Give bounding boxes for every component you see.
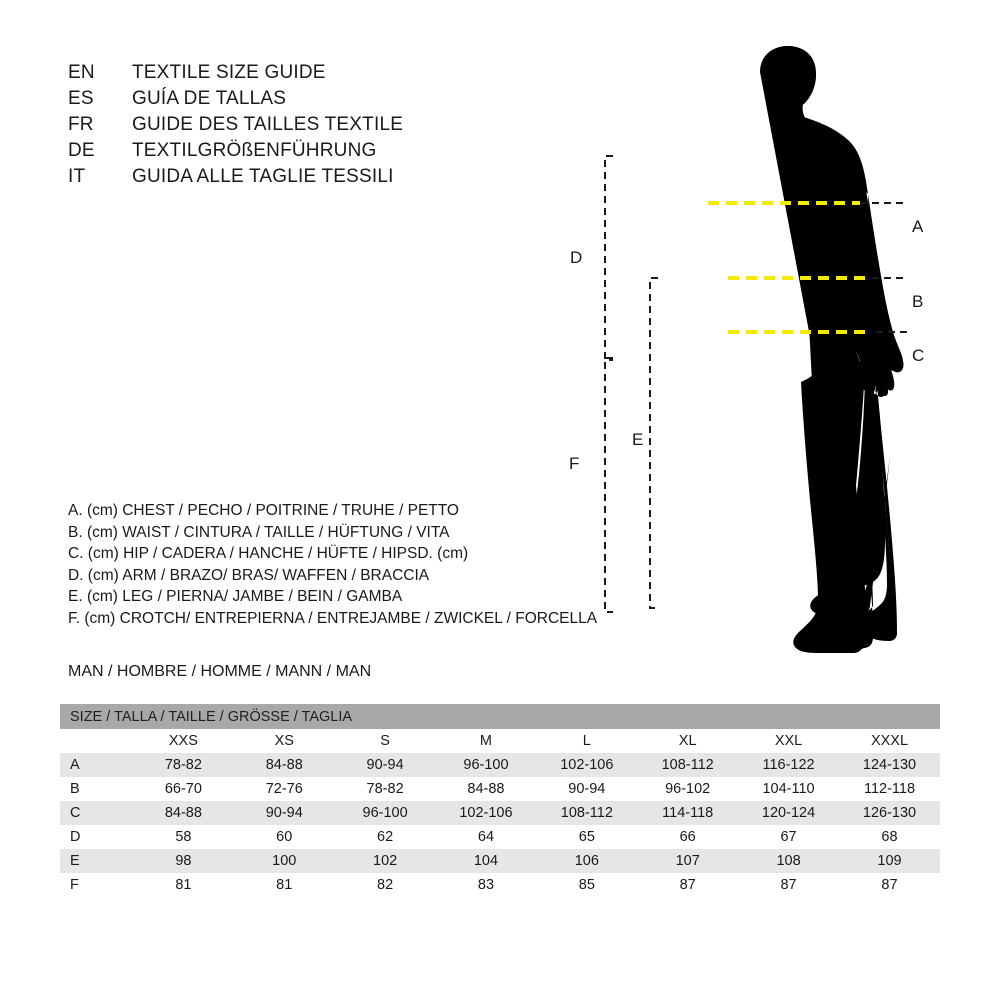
cell-f-l: 85 <box>536 873 637 897</box>
col-header-xl: XL <box>637 729 738 753</box>
cell-b-xl: 96-102 <box>637 777 738 801</box>
cell-f-xxxl: 87 <box>839 873 940 897</box>
table-row <box>60 873 940 897</box>
cell-f-xxl: 87 <box>738 873 839 897</box>
col-header-xxs: XXS <box>133 729 234 753</box>
cell-a-m: 96-100 <box>436 753 537 777</box>
cell-c-xl: 114-118 <box>637 801 738 825</box>
cell-a-xxl: 116-122 <box>738 753 839 777</box>
cell-c-xxxl: 126-130 <box>839 801 940 825</box>
col-header-xxxl: XXXL <box>839 729 940 753</box>
title-text-de: TEXTILGRÖßENFÜHRUNG <box>132 140 377 161</box>
arm-bracket-d <box>605 156 613 360</box>
table-row <box>60 777 940 801</box>
size-table <box>60 704 940 897</box>
cell-f-xl: 87 <box>637 873 738 897</box>
cell-d-xxl: 67 <box>738 825 839 849</box>
title-block <box>68 62 488 192</box>
row-label-f: F <box>60 873 133 897</box>
corner-cell <box>60 729 133 753</box>
cell-c-l: 108-112 <box>536 801 637 825</box>
cell-d-l: 65 <box>536 825 637 849</box>
label-d: D <box>570 248 583 267</box>
label-c: C <box>912 346 925 365</box>
title-text-en: TEXTILE SIZE GUIDE <box>132 62 326 83</box>
legend-item-f: F. (cm) CROTCH/ ENTREPIERNA / ENTREJAMBE / ZWICKEL / FORCELLA <box>68 609 598 627</box>
cell-f-m: 83 <box>436 873 537 897</box>
table-row <box>60 825 940 849</box>
cell-d-s: 62 <box>335 825 436 849</box>
cell-a-xs: 84-88 <box>234 753 335 777</box>
cell-d-xxs: 58 <box>133 825 234 849</box>
col-header-l: L <box>536 729 637 753</box>
cell-e-xxs: 98 <box>133 849 234 873</box>
table-row <box>60 801 940 825</box>
cell-c-xs: 90-94 <box>234 801 335 825</box>
cell-c-m: 102-106 <box>436 801 537 825</box>
cell-d-xxxl: 68 <box>839 825 940 849</box>
row-label-c: C <box>60 801 133 825</box>
table-column-header-row <box>60 729 940 753</box>
row-label-b: B <box>60 777 133 801</box>
cell-e-s: 102 <box>335 849 436 873</box>
title-row <box>68 140 488 166</box>
legend-item-e: E. (cm) LEG / PIERNA/ JAMBE / BEIN / GAMBA <box>68 588 403 605</box>
title-row <box>68 62 488 88</box>
legend-block <box>68 500 628 629</box>
cell-a-l: 102-106 <box>536 753 637 777</box>
title-lang-it: IT <box>68 166 86 187</box>
label-e: E <box>632 430 644 449</box>
title-row <box>68 114 488 140</box>
cell-c-xxl: 120-124 <box>738 801 839 825</box>
title-row <box>68 166 488 192</box>
cell-e-xxxl: 109 <box>839 849 940 873</box>
cell-a-xxxl: 124-130 <box>839 753 940 777</box>
title-lang-es: ES <box>68 88 94 109</box>
cell-c-xxs: 84-88 <box>133 801 234 825</box>
leg-bracket-e <box>650 278 658 608</box>
cell-b-xxs: 66-70 <box>133 777 234 801</box>
legend-item-b: B. (cm) WAIST / CINTURA / TAILLE / HÜFTUNG / VITA <box>68 523 450 541</box>
title-text-es: GUÍA DE TALLAS <box>132 88 287 109</box>
cell-e-xl: 107 <box>637 849 738 873</box>
row-label-e: E <box>60 849 133 873</box>
label-f: F <box>569 454 580 473</box>
cell-f-s: 82 <box>335 873 436 897</box>
cell-b-xs: 72-76 <box>234 777 335 801</box>
label-a: A <box>912 217 924 236</box>
title-lang-de: DE <box>68 140 95 161</box>
cell-b-l: 90-94 <box>536 777 637 801</box>
cell-f-xxs: 81 <box>133 873 234 897</box>
title-text-fr: GUIDE DES TAILLES TEXTILE <box>132 114 404 135</box>
cell-c-s: 96-100 <box>335 801 436 825</box>
row-label-a: A <box>60 753 133 777</box>
cell-e-m: 104 <box>436 849 537 873</box>
cell-e-l: 106 <box>536 849 637 873</box>
cell-d-m: 64 <box>436 825 537 849</box>
cell-a-s: 90-94 <box>335 753 436 777</box>
legend-item-c: C. (cm) HIP / CADERA / HANCHE / HÜFTE / HIPSD. (cm) <box>68 545 469 562</box>
cell-a-xl: 108-112 <box>637 753 738 777</box>
legend-item-d: D. (cm) ARM / BRAZO/ BRAS/ WAFFEN / BRACCIA <box>68 566 430 584</box>
col-header-xxl: XXL <box>738 729 839 753</box>
cell-a-xxs: 78-82 <box>133 753 234 777</box>
col-header-xs: XS <box>234 729 335 753</box>
label-b: B <box>912 292 924 311</box>
title-lang-fr: FR <box>68 114 94 135</box>
size-table-wrap <box>60 704 940 897</box>
col-header-s: S <box>335 729 436 753</box>
table-title-row <box>60 704 940 729</box>
title-text-it: GUIDA ALLE TAGLIE TESSILI <box>132 166 394 187</box>
cell-d-xs: 60 <box>234 825 335 849</box>
table-row <box>60 753 940 777</box>
cell-b-xxl: 104-110 <box>738 777 839 801</box>
cell-b-s: 78-82 <box>335 777 436 801</box>
col-header-m: M <box>436 729 537 753</box>
table-title: SIZE / TALLA / TAILLE / GRÖSSE / TAGLIA <box>60 704 940 729</box>
cell-b-xxxl: 112-118 <box>839 777 940 801</box>
gender-line: MAN / HOMBRE / HOMME / MANN / MAN <box>68 663 372 680</box>
cell-d-xl: 66 <box>637 825 738 849</box>
title-row <box>68 88 488 114</box>
cell-f-xs: 81 <box>234 873 335 897</box>
cell-e-xxl: 108 <box>738 849 839 873</box>
row-label-d: D <box>60 825 133 849</box>
cell-e-xs: 100 <box>234 849 335 873</box>
legend-item-a: A. (cm) CHEST / PECHO / POITRINE / TRUHE / PETTO <box>68 502 459 519</box>
cell-b-m: 84-88 <box>436 777 537 801</box>
table-row <box>60 849 940 873</box>
title-lang-en: EN <box>68 62 95 83</box>
